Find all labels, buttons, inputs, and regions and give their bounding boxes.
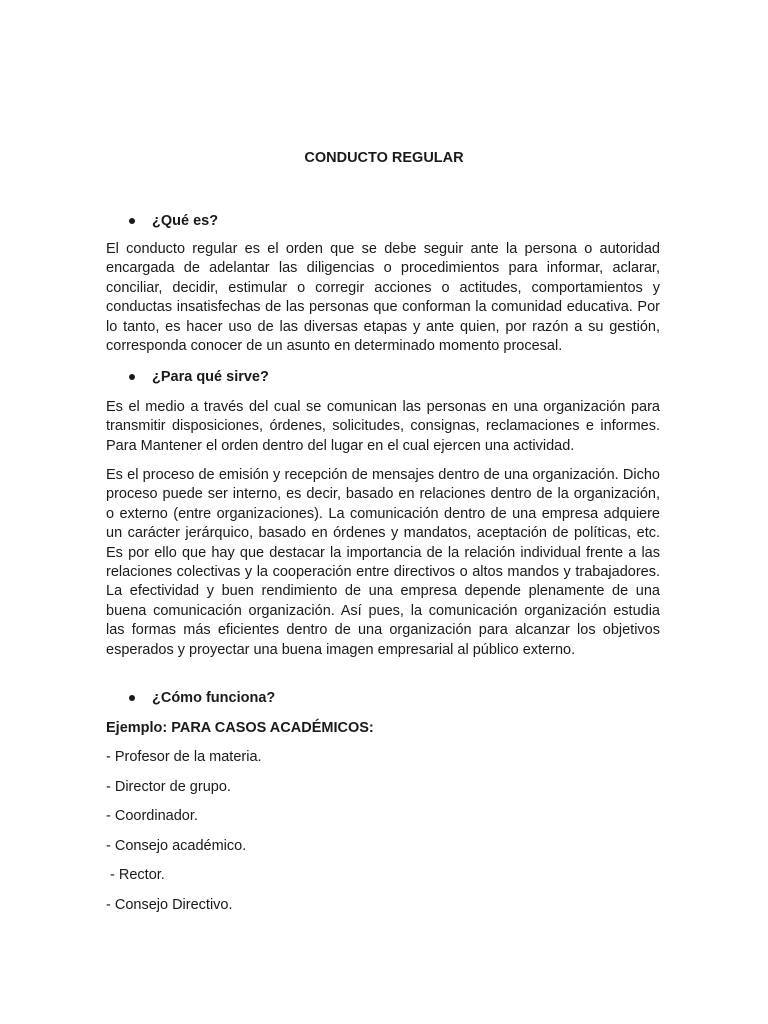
bullet-icon — [129, 695, 135, 701]
section-heading-label: ¿Para qué sirve? — [152, 369, 269, 385]
section-heading-label: ¿Cómo funciona? — [152, 690, 276, 706]
list-item: - Rector. — [106, 867, 165, 883]
paragraph-communication: Es el proceso de emisión y recepción de mensajes dentro de una organización. Dicho proceso puede ser interno, es decir, basado en relaciones dentro de la organización, o externo (entre organizaciones). La comunicación dentro de una empresa adquiere un carácter jerárquico, basado en órdenes y mandatos, aceptación de políticas, etc. Es por ello que hay que destacar la importancia de la relación individual frente a las relaciones colectivas y la cooperación entre directivos o altos mandos y trabajadores. La efectividad y buen rendimiento de una empresa depende plenamente de una buena comunicación organización. Así pues, la comunicación organización estudia las formas más eficientes dentro de una organización para alcanzar los objetivos esperados y proyectar una buena imagen empresarial al público externo. — [106, 467, 660, 658]
list-item: - Consejo Directivo. — [106, 897, 233, 913]
document-title: CONDUCTO REGULAR — [304, 150, 464, 166]
list-item: - Director de grupo. — [106, 779, 231, 795]
bullet-icon — [129, 374, 135, 380]
list-item: - Consejo académico. — [106, 838, 247, 854]
bullet-icon — [129, 218, 135, 224]
paragraph-definition: El conducto regular es el orden que se debe seguir ante la persona o autoridad encargada de adelantar las diligencias o procedimientos para informar, aclarar, conciliar, decidir, estimular o corregir acciones o actitudes, comportamientos y conductas insatisfechas de las personas que conforman la comunidad educativa. Por lo tanto, es hacer uso de las diversas etapas y ante quien, por razón a su gestión, corresponda conocer de un asunto en determinado momento procesal. — [106, 241, 660, 355]
list-item: - Profesor de la materia. — [106, 749, 262, 765]
list-item: - Coordinador. — [106, 808, 198, 824]
example-label: Ejemplo: PARA CASOS ACADÉMICOS: — [106, 720, 374, 736]
paragraph-purpose: Es el medio a través del cual se comunican las personas en una organización para transmitir disposiciones, órdenes, solicitudes, consignas, reclamaciones e informes. Para Mantener el orden dentro del lugar en el cual ejercen una actividad. — [106, 399, 660, 454]
section-heading-label: ¿Qué es? — [152, 213, 219, 229]
